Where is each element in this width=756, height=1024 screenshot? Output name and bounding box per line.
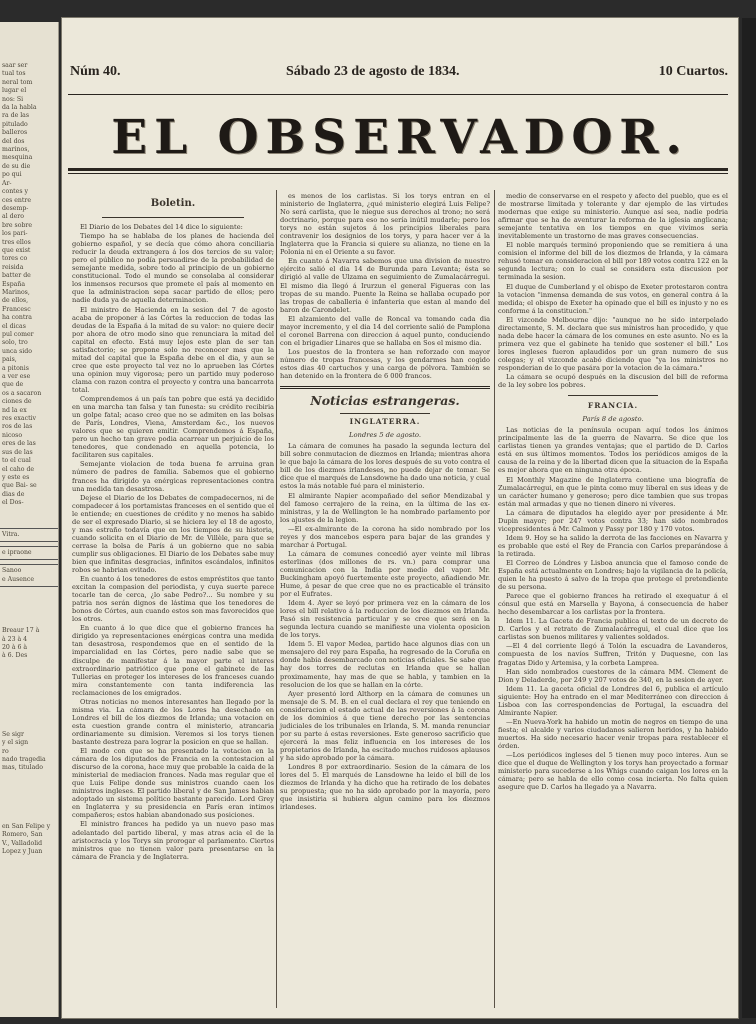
separator <box>102 217 244 218</box>
article-paragraph: Comprendemos á un país tan pobre que está ya decidido en una marcha tan falsa y tan funesta: su crédito recibiria un golpe fatal; acaso creo que no se admiten en las bolsas de París, Londres, Viena, Amsterdam &c., los nuevos valores que se quieren emitir. Comprendemos á España, pero un hecho tan grave podia acarrear un perjuicio de los tenedores, que condenado en aquella potencia, lo facilitaren sus capitales. <box>72 395 274 460</box>
previous-page-fragment: batter de <box>2 272 31 280</box>
previous-page-text-low <box>0 731 58 773</box>
article-paragraph: El almirante Napier acompañado del señor Mendizabal y del famoso cerrajero de la reina, en la última de las ex-ministras, y la de Wellington le ha nombrado parlamento por los ajustes de la legion. <box>280 491 490 524</box>
article-paragraph: Idem 5. El vapor Medea, partido hace algunos dias con un mensajero del rey para España, ha regresado de la Coruña en donde habia desembarcado con noticias oficiales. Se sabe que hay dos torres de reclutas en Irlanda que se hallan proximamente, hay mas de que se habla, y tambien en la resolucion de los que se hallan en la córte. <box>280 640 490 689</box>
masthead-meta-line <box>68 64 728 84</box>
previous-page-fragment: nicoso <box>2 431 23 439</box>
previous-page-fragment: unca sido <box>2 347 32 355</box>
issue-date: Sábado 23 de agosto de 1834. <box>286 64 460 79</box>
previous-page-fragment: ciones de <box>2 398 32 406</box>
article-paragraph: El alzamiento del valle de Roncal va tomando cada dia mayor incremento, y el dia 14 del corriente salió de Pamplona el coronel Barrena con direccion á aquel punto, conduciendo con el brigadier Linares que se hallaba en Sos el mismo dia. <box>280 314 490 347</box>
previous-page-fragment: neral tom <box>2 78 33 86</box>
previous-page-fragment: Sanoo <box>2 567 22 575</box>
previous-page-fragment: Lopez y Juan <box>2 848 43 856</box>
previous-page-fragment: tores co <box>2 255 28 263</box>
previous-page-fragment: que exist <box>2 246 31 254</box>
previous-page-fragment: res exactiv <box>2 415 37 423</box>
previous-page-fragment: que de <box>2 381 24 389</box>
previous-page-fragment: los pari- <box>2 230 28 238</box>
previous-page-fragment: solo, tro <box>2 339 28 347</box>
article-paragraph: —El ex-almirante de la corona ha sido nombrado por los reyes y dos mancebos espera para bajar de las grandes y marchar á Portugal. <box>280 524 490 549</box>
previous-page-fragment: ros de las <box>2 423 33 431</box>
previous-page-fragment: Breaur 17 à <box>2 627 40 635</box>
previous-page-fragment: os a sacaron <box>2 389 42 397</box>
previous-page-fragment: dias de <box>2 490 25 498</box>
column-divider <box>276 190 277 1008</box>
separator <box>340 413 430 414</box>
previous-page-fragment: lugar el <box>2 87 27 95</box>
masthead-rule-bottom-thin <box>68 173 728 174</box>
previous-page-fragment: nd la ex <box>2 406 27 414</box>
column-3 <box>498 192 728 792</box>
previous-page-fragment: e ipraone <box>2 548 32 556</box>
article-paragraph: En cuanto á los tenedores de estos empréstitos que tanto excitan la compasion del periodista, y cuya suerte parece tocarle tan de cerca, ¿lo sabe Pedro?... Su nombre y su patria nos serán dignos de lástima que los tenedores de bonos de Córtes, aun cuando estos son mas favorecidos que los otros. <box>72 575 274 624</box>
article-paragraph: Idem 11. La gaceta oficial de Londres del 6, publica el artículo siguiente: Hoy ha entrado en el mar Mediterráneo con direccion á Lisboa con las correspondencias de Portugal, la escuadra del Almirante Napier. <box>498 684 728 717</box>
article-paragraph: —En Nueva-York ha habido un motin de negros en tiempo de una fiesta; el alcalde y varios ciudadanos salieron heridos, y ha habido muertos. Ha sido necesario hacer venir tropas para restablecer el órden. <box>498 717 728 750</box>
previous-page-fragment: y el sign <box>2 739 29 747</box>
article-paragraph: Parece que el gobierno frances ha retirado el exequatur á el cónsul que está en Marsella y Bayona, á consecuencia de haber hecho desembarcar a los carlistas por la frontera. <box>498 592 728 617</box>
article-paragraph: La cámara se ocupó después en la discusion del bill de reforma de la ley sobre los pobres. <box>498 373 728 390</box>
article-paragraph: El ministro de Hacienda en la sesion del 7 de agosto acaba de proponer á las Córtes la reduccion de todas las deudas de la España á la mitad de su valor: no quiere decir por ahora de otro modo sino que renunciara la mitad del capital en efecto. Está muy lejos este plan de ser tan satisfactorio; se propone solo no reconocer mas que la mitad del capital que la España debe en el dia, y aun se cree que este proyecto tal vez no lo aprueben las Córtes una opinion muy vigorosa; pero un partido muy poderoso clama con razon contra el proyecto y contra una bancarrota total. <box>72 305 274 394</box>
previous-page-fragment: Vitra. <box>2 530 20 538</box>
article-paragraph: El ministro frances ha pedido ya un nuevo paso mas adelantado del partido liberal, y mas atras acia el de la aristocracia y los Torys sin prorogar el parlamento. Ciertos ministros que no tienen valor para presentarse en la cámara de Francia y de Inglaterra. <box>72 820 274 861</box>
previous-page-fragment: mesquina <box>2 154 33 162</box>
article-paragraph: Las noticias de la península ocupan aquí todos los ánimos principalmente las de la guerra de Navarra. Se dice que los carlistas tienen ya grandes ventajas; que el partido de D. Carlos está en sus últimos momentos. Todos los periódicos amigos de la causa de la reina y de la libertad dicen que la situacion de la España es mejor ahora que en ninguna otra época. <box>498 426 728 475</box>
previous-page-fragment: à 23 à 4 <box>2 635 28 643</box>
previous-page-fragment: Ar- <box>2 179 12 187</box>
page-gutter <box>742 18 756 1018</box>
previous-page-fragment: Se sigr <box>2 730 24 738</box>
previous-page-fragment: que Bai- se <box>2 482 37 490</box>
england-news-body <box>280 442 490 811</box>
previous-page-fragment: reisida <box>2 263 24 271</box>
boletin-body <box>72 223 274 861</box>
england-heading: INGLATERRA. <box>349 417 421 427</box>
article-paragraph: Dejese el Diario de los Debates de compadecernos, ni de compadecer á los portamistas franceses en el sentido que el le entiende; en cuestiones de crédito y no menos ha sabido de ser el expresado Diario, si se hiciera ley el 18 de agosto, y mas estraño todavía que en los tiempos de su historia, cuando solicita en el Diario de Mr. de Villèle, para que se cerrase la bolsa de París á un gobierno que no sabia cumplir sus obligaciones. El Diario de los Debates sabe muy bien que infinitas desgracias, infinitos escándalos, infinitos robos se habrian evitado. <box>72 493 274 575</box>
article-paragraph: La cámara de comunes ha pasado la segunda lectura del bill sobre conmutacion de diezmos en Irlanda; mientras ahora le que bajo la cámara de los lores después de su voto contra el bill de los diezmos irlandeses, no puede dejar de tomar. Se dice que el marqués de Lansdowne ha dado una noticia, y cual estos la más notable fué para el ministerio. <box>280 442 490 491</box>
article-paragraph: Los puestos de la frontera se han reforzado con mayor número de tropas francesas, y los gendarmes han cogido estos dias 40 cartuchos y una carga de pólvora. También se han detenido en la frontera de 6 000 francos. <box>280 347 490 381</box>
article-paragraph: medio de conservarse en el respeto y afecto del pueblo, que es el de mostrarse limitada y tolerante y dar ejemplo de las virtudes modernas que exige su ministerio. Aunque así sea, nadie podria afirmar que se ha de aventurar la reforma de la iglesia anglicana; semejante tentativa en los tiempos en que vivimos seria inevitablemente un trastorno de mas graves consecuencias. <box>498 192 728 241</box>
article-paragraph: Idem 4. Ayer se leyó por primera vez en la cámara de los lores el bill relativo á la reduccion de los diezmos en Irlanda. Pasó sin resistencia particular y se cree que será en la segunda lectura cuando se manifieste una violenta oposicion de los torys. <box>280 599 490 640</box>
foreign-news-heading: Noticias estrangeras. <box>310 393 460 409</box>
previous-page-fragment: a pitonis <box>2 364 29 372</box>
previous-page-fragment: de su die <box>2 162 31 170</box>
previous-page-fragment: pul comer <box>2 331 34 338</box>
previous-page-fragment: de ellos, <box>2 297 29 305</box>
article-paragraph: En cuanto á Navarra sabemos que una division de nuestro ejército salió el dia 14 de Burunda para Levanta; ésta se dirigió al valle de Ulzama en seguimiento de Zumalacárregui. El mismo dia llegó á Irurzun el general Figueras con las tropas de su mando. Puente la Reina se hallaba ocupado por las tropas de caballeria é infanteria que estan al mando del baron de Carondelet. <box>280 257 490 314</box>
previous-page-fragment: nado tragedia <box>2 756 46 763</box>
article-paragraph: Idem 9. Hoy se ha salido la derrota de las facciones en Navarra y es probable que esté el Rey de Francia con Carlos preparándose á la retirada. <box>498 533 728 558</box>
previous-page-fragment: ha contra <box>2 314 32 322</box>
london-dateline: Londres 5 de agosto. <box>348 431 422 440</box>
previous-page-fragment: pais, <box>2 356 17 364</box>
article-paragraph: Londres 8 por extraordinario. Sesion de la cámara de los lores del 5. El marqués de Lansdowne ha leido el bill de los diezmos de Irlanda y ha dicho que ha retirado de los debates su propuesta; que no ha sido aprobado por la mayoría, pero que insistiria si hubiera algun camino para los diezmos irlandeses. <box>280 763 490 812</box>
newspaper-title: EL OBSERVADOR. <box>111 110 689 165</box>
previous-page-fragment: V., Valladolid <box>2 839 43 847</box>
previous-page-text-top <box>0 62 58 508</box>
previous-page-fragment: sus de las <box>2 448 33 456</box>
france-heading: FRANCIA. <box>587 401 639 411</box>
previous-page-fragment: y este es <box>2 473 30 481</box>
article-paragraph: El duque de Cumberland y el obispo de Exeter protestaron contra la votacion "inmensa demanda de sus votos, en general contra á la medida; el obispo de Exeter ha opinado que el bill es injusto y no es conforme á la constitucion." <box>498 282 728 315</box>
issue-price: 10 Cuartos. <box>658 64 728 79</box>
previous-page-fragment: en San Felipe y <box>2 822 51 830</box>
article-paragraph: Han sido nombrados cuestores de la cámara MM. Clement de Dion y Deladerde, por 249 y 207 votos de 340, en la sesion de ayer. <box>498 667 728 684</box>
previous-page-fragment: marinos, <box>2 146 30 154</box>
article-paragraph: El vizconde Melbourne dijo: "aunque no he sido interpelado directamente, S. M. declara que sus ministros han procedido, y que nada debe hacer la cámara de los comunes en este asunto. No es la primera vez que el gabinete ha tenido que sostener el bill." Los lores ingleses fueron aplaudidos por un gran numero de sus colegas; y el vizconde acabó diciendo que "ya los ministros no responderian de lo que pasára por la votacion de la cámara." <box>498 315 728 372</box>
previous-page-fragment: Marinos, <box>2 288 30 296</box>
masthead-rule-bottom <box>68 168 728 171</box>
article-paragraph: El Monthly Magazine de Inglaterra contiene una biografía de Zumalacárregui, en que le pinta como muy liberal en sus ideas y de un carácter humano y generoso; pero dice tambien que sus tropas están mal armadas y que no tienen dinero ni víveres. <box>498 475 728 508</box>
previous-page-box-3 <box>0 564 58 587</box>
previous-page-fragment: ces entre <box>2 196 32 204</box>
france-news-body <box>498 426 728 791</box>
previous-page-fragment: e Ausence <box>2 575 35 583</box>
previous-page-fragment: mas, titulado <box>2 764 43 772</box>
article-paragraph: —Los periódicos ingleses del 5 tienen muy poco interes. Aun se dice que el duque de Wellington y los torys han proyectado a formar ministerio para sucederse a los Whigs cuando caigan los lores en la cámara; pero se habla de ello como cosa incierta. No falta quien asegure que D. Carlos ha llegado ya a Navarra. <box>498 751 728 792</box>
newspaper-page <box>62 18 738 1018</box>
previous-page-fragment: à 6. Des <box>2 652 28 660</box>
article-paragraph: La cámara de comunes concedió ayer veinte mil libras esterlinas (dos millones de rs. vn.) para comprar una comunicacion con la India por medio del vapor. Mr. Buckingham apoyó fuertemente este proyecto, añadiendo Mr. Hume, á pesar de que cree que no es practicable el tránsito por el Eufrates. <box>280 549 490 599</box>
previous-page-fragment: nos: Si <box>2 95 24 103</box>
column-3-top-text <box>498 192 728 389</box>
article-paragraph: Otras noticias no menos interesantes han llegado por la misma via. La cámara de los Lores ha desechado en Londres el bill de los diezmos de Irlanda; una votacion en esta cuestion grande contra el ministerio, atrancaria ordinariamente su dimision. Veremos si los torys tienen bastante destreza para lograr la posicion en que se hallan. <box>72 697 274 746</box>
previous-page-fragment: to el cual <box>2 457 31 465</box>
previous-page-fragment: al dero <box>2 213 24 221</box>
previous-page-fragment: el Dos- <box>2 499 24 507</box>
previous-page-fragment: da la habla <box>2 104 37 112</box>
previous-page-fragment: pitulado <box>2 120 28 128</box>
previous-page-box-2 <box>0 546 58 560</box>
article-paragraph: —El 4 del corriente llegó á Tolón la escuadra de Lavanderos, compuesta de los navíos Suffren, Tritón y Duquesne, con las fragatas Dido y Artemisa, y la corbeta Lamprea. <box>498 642 728 667</box>
article-paragraph: El Correo de Lóndres y Lisboa anuncia que el famoso conde de España está actualmente en Londres; bajo la vigilancia de la policía, quien le ha puesto á salvo de la tropa que protege el pretendiente de su persona. <box>498 558 728 592</box>
column-divider <box>494 190 495 1008</box>
previous-page-text-mid <box>0 627 58 661</box>
previous-page-box-1 <box>0 528 58 542</box>
previous-page-fragment: Romero, San <box>2 831 43 839</box>
article-paragraph: En cuanto á lo que dice que el gobierno frances ha dirigido ya representaciones enérgicas contra una medida tan desastrosa, respondemos que en el sentido de la imparcialidad en las Córtes, pero nadie sabe que se disculpe de manifestar á la mayor parte el interes extraordinario patriótico que pone el gabinete de las Tullerias en proteger los intereses de los franceses cuando mira constantemente con tanta indiferencia las reclamaciones de los emigrados. <box>72 624 274 697</box>
previous-page-fragment: balleros <box>2 129 28 137</box>
article-paragraph: Tiempo ha se hablaba de los planes de hacienda del gobierno español, y se decía que cómo ahora conciliaria reducir la deuda extrangera á los dos tercios de su valor; pero el público no podía persuadirse de la probabilidad de semejante medida, sobre todo al principio de un gobierno constitucional. Todo el mundo se consolaba al considerar los inmensos recursos que promete el país al momento en que la administracion sepa sacar partido de ellos; pero nadie duda ya de aquella determinacion. <box>72 232 274 305</box>
previous-page-edge <box>0 22 59 1017</box>
article-paragraph: El noble marqués terminó proponiendo que se remitiera á una comision el informe del bill de los diezmos de Irlanda, y la cámara rehusó tomar en consideracion el bill por 189 votos contra 122 en la segunda lectura; con lo cual se considera esta discusion por terminada la sesion. <box>498 241 728 282</box>
previous-page-fragment: el dicas <box>2 322 26 330</box>
column-1 <box>72 192 274 862</box>
column-2 <box>280 192 490 812</box>
previous-page-fragment: contes y <box>2 188 28 196</box>
previous-page-fragment: del dos <box>2 137 25 145</box>
article-paragraph: Semejante violacion de toda buena fe arruina gran número de padres de familia. Sabemos que el gobierno frances ha dirigido ya enérgicas representaciones contra una medida tan desastrosa. <box>72 460 274 493</box>
article-paragraph: Idem 11. La Gaceta de Francia publica el texto de un decreto de D. Carlos y el retrato de Zumalacárregui, el cual dice que los carlistas son buenos militares y valientes soldados. <box>498 617 728 642</box>
previous-page-text-bottom <box>0 823 58 857</box>
previous-page-fragment: ro <box>2 747 9 755</box>
previous-page-fragment: desemp- <box>2 204 29 212</box>
previous-page-fragment: 20 à 6 à <box>2 643 28 651</box>
article-paragraph: El Diario de los Debates del 14 dice lo siguiente: <box>80 223 243 232</box>
double-rule <box>280 386 490 389</box>
separator <box>568 395 658 396</box>
previous-page-fragment: bre sobre <box>2 221 33 229</box>
issue-number: Núm 40. <box>70 64 121 79</box>
paris-dateline: París 8 de agosto. <box>582 415 644 424</box>
article-paragraph: El modo con que se ha presentado la votacion en la cámara de los diputados de Francia en la contestacion al discurso de la corona, hace muy que probable la caida de la ministerial de mediacion frances. Nada mas regular que el que Luis Felipe donde sus ministros cuando caen los ministros ingleses. El partido liberal y de San James habian adoptado un sistema político bastante parecido. Lord Grey en Inglaterra y su presidencia en París eran intimos compañeros; estos habian abandonado sus posiciones. <box>72 747 274 820</box>
previous-page-fragment: a ver ese <box>2 373 31 381</box>
article-paragraph: es menos de los carlistas. Si los torys entran en el ministerio de Inglaterra, ¿qué ministerio elegirá Luis Felipe? No será carlista, que le niegue sus derechos al trono; no será doctrinario, porque para eso no sería inútil mudarle; pero los torys no están sujetos á los principios liberales para contravenir los designios de los torys, y para hacer ver á la Inglaterra que la Francia si quiere su alianza, no tiene en la Polonia ni en el Oriente a su favor. <box>280 192 490 257</box>
previous-page-fragment: tual tos <box>2 70 26 78</box>
article-paragraph: Ayer presentó lord Althorp en la cámara de comunes un mensaje de S. M. B. en el cual declara el rey que teniendo en consideracion el estado actual de las reversiones á la corona de los dominios á que tiene derecho por las sentencias judiciales de los tribunales en Irlanda, S. M. manda renunciar por su parte á estas reversiones. Este generoso sacrificio que ejercerá la mas feliz influencia en los intereses de los propietarios de Irlanda, ha escitado muchos ruidosos aplausos y ha sido aprobado por la cámara. <box>280 689 490 762</box>
previous-page-fragment: España <box>2 280 26 288</box>
column-2-top-text <box>280 192 490 380</box>
previous-page-fragment: saar ser <box>2 62 28 69</box>
previous-page-fragment: ra de las <box>2 112 30 120</box>
previous-page-fragment: el caho de <box>2 465 35 473</box>
masthead-rule-top <box>68 94 728 95</box>
previous-page-fragment: tres ellos <box>2 238 31 246</box>
article-paragraph: La cámara de diputados ha elegido ayer por presidente á Mr. Dupin mayor; por 247 votos contra 33; han sido nombrados vicepresidentes á Mr. Calmon y Passy por 180 y 170 votos. <box>498 508 728 533</box>
boletin-heading: Boletin. <box>150 198 196 209</box>
previous-page-fragment: Francesc <box>2 305 31 313</box>
previous-page-fragment: eres de las <box>2 440 36 448</box>
previous-page-fragment: po qui <box>2 171 22 179</box>
